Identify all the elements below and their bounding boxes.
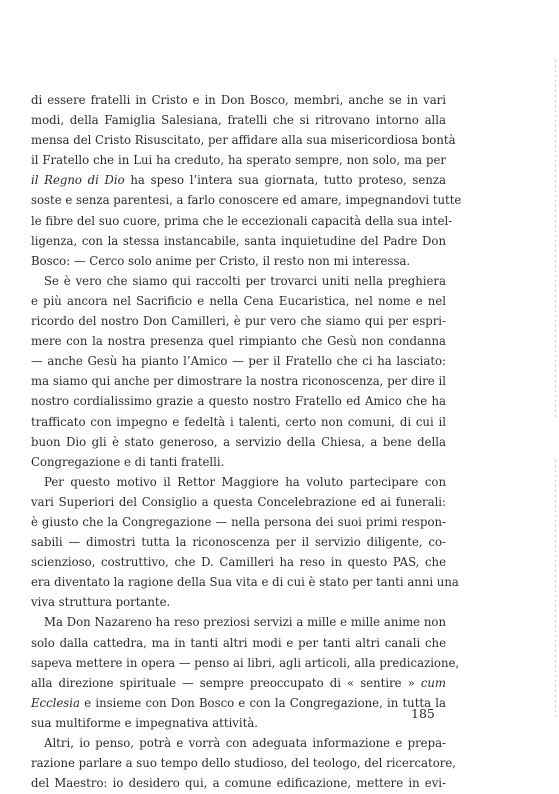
text-line: viva struttura portante.: [31, 595, 171, 610]
text-line: trafficato con impegno e fedeltà i talenti, certo non comuni, di cui il: [31, 414, 446, 429]
text-line: del Maestro: io desidero qui, a comune edificazione, mettere in evi-: [31, 776, 446, 791]
text-line: Congregazione e di tanti fratelli.: [31, 454, 225, 469]
page-number: 185: [411, 706, 435, 721]
page-body: [31, 90, 462, 793]
text-line: — anche Gesù ha pianto l’Amico — per il Fratello che ci ha lasciato:: [31, 354, 446, 369]
text-line: il Regno di Dio ha speso l’intera sua giornata, tutto proteso, senza: [31, 173, 446, 188]
text-line: mere con la nostra presenza quel rimpianto che Gesù non condanna: [31, 334, 446, 349]
text-line: di essere fratelli in Cristo e in Don Bosco, membri, anche se in vari: [31, 93, 446, 107]
text-line: Per questo motivo il Rettor Maggiore ha voluto partecipare con: [44, 474, 446, 489]
text-line: buon Dio gli è stato generoso, a servizio della Chiesa, a bene della: [31, 434, 446, 449]
text-line: scienzioso, costruttivo, che D. Camilleri ha reso in questo PAS, che: [31, 555, 446, 570]
text-line: è giusto che la Congregazione — nella persona dei suoi primi respon-: [31, 514, 446, 529]
text-line: vari Superiori del Consiglio a questa Concelebrazione ed ai funerali:: [31, 494, 446, 509]
paragraph-4: [31, 612, 460, 733]
scan-edge-mark: [555, 460, 556, 720]
text-line: e più ancora nel Sacrificio e nella Cena Eucaristica, nel nome e nel: [31, 293, 446, 308]
paragraph-2: [31, 271, 446, 472]
paragraph-5: [31, 733, 456, 793]
text-line: sapeva mettere in opera — penso ai libri, agli articoli, alla predicazione,: [31, 655, 460, 670]
text-line: sabili — dimostri tutta la riconoscenza per il servizio diligente, co-: [31, 535, 446, 550]
text-line: Bosco: — Cerco solo anime per Cristo, il resto non mi interessa.: [31, 253, 411, 268]
text-line: ma siamo qui anche per dimostrare la nostra riconoscenza, per dire il: [31, 374, 446, 389]
text-line: Ma Don Nazareno ha reso preziosi servizi a mille e mille anime non: [44, 615, 446, 630]
text-line: soste e senza parentesi, a farlo conoscere ed amare, impegnandovi tutte: [31, 193, 462, 208]
text-line: nostro cordialissimo grazie a questo nostro Fratello ed Amico che ha: [31, 394, 446, 409]
paragraph-3: [31, 472, 459, 613]
text-line: Altri, io penso, potrà e vorrà con adeguata informazione e prepa-: [44, 736, 446, 750]
text-line: solo dalla cattedra, ma in tanti altri modi e per tanti altri canali che: [31, 635, 446, 650]
text-line: il Fratello che in Lui ha creduto, ha sperato sempre, non solo, ma per: [31, 153, 446, 168]
text-line: mensa del Cristo Risuscitato, per affidare alla sua misericordiosa bontà: [31, 133, 456, 148]
text-line: ricordo del nostro Don Camilleri, è pur vero che siamo qui per espri-: [31, 314, 446, 329]
text-line: ligenza, con la stessa instancabile, santa inquietudine del Padre Don: [31, 233, 446, 248]
paragraph-1: [31, 90, 462, 271]
text-line: razione parlare a suo tempo dello studioso, del teologo, del ricercatore,: [31, 756, 456, 771]
text-line: era diventato la ragione della Sua vita e di cui è stato per tanti anni una: [31, 575, 459, 590]
text-line: modi, della Famiglia Salesiana, fratelli che si ritrovano intorno alla: [31, 113, 446, 128]
text-line: Ecclesia e insieme con Don Bosco e con la Congregazione, in tutta la: [31, 695, 446, 710]
text-line: alla direzione spirituale — sempre preoccupato di « sentire » cum: [31, 675, 446, 690]
text-line: sua multiforme e impegnativa attività.: [31, 715, 259, 730]
text-line: Se è vero che siamo qui raccolti per trovarci uniti nella preghiera: [44, 273, 446, 288]
text-line: le fibre del suo cuore, prima che le eccezionali capacità della sua intel-: [31, 213, 453, 228]
scan-edge-mark: [555, 60, 556, 420]
